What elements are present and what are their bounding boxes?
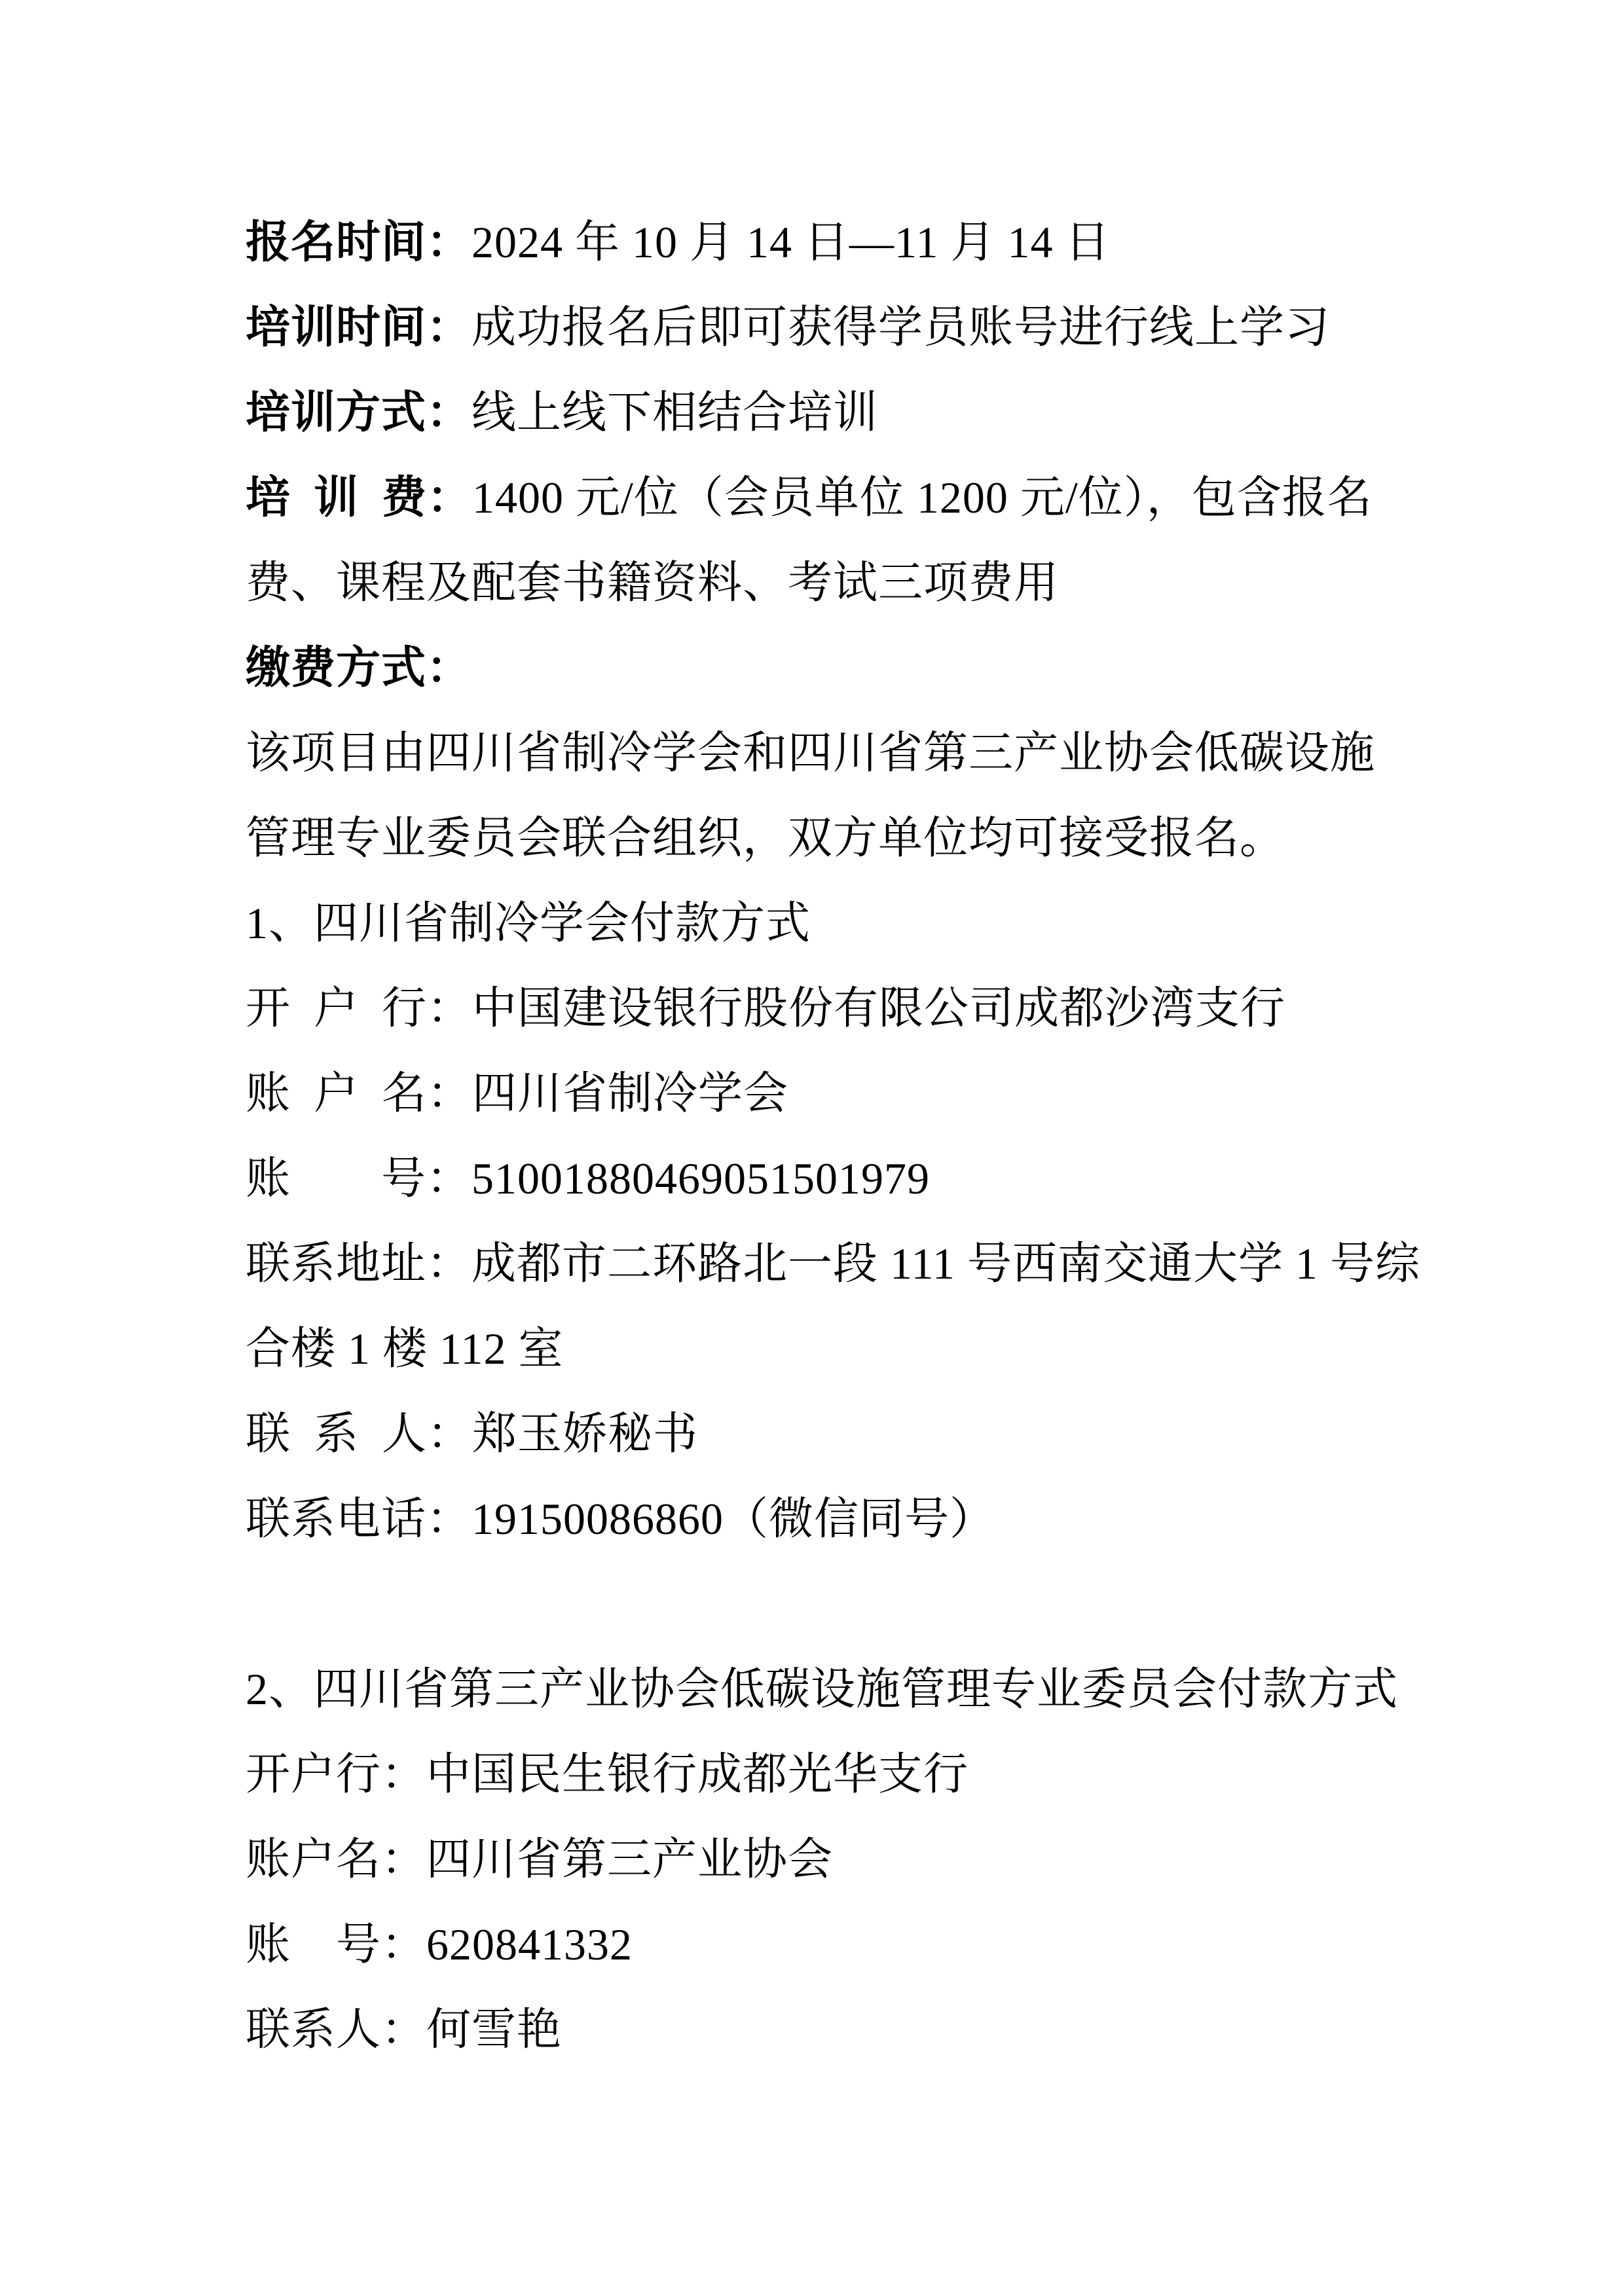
line-section1-address-continued (246, 1306, 1385, 1391)
line-section2-bank (246, 1732, 1385, 1817)
line-organizers (246, 710, 1385, 795)
line-section1-contact-person (246, 1391, 1385, 1476)
line-training-time (246, 285, 1385, 370)
line-section1-bank (246, 966, 1385, 1051)
line-organizers-continued (246, 795, 1385, 881)
line-section1-account-number (246, 1136, 1385, 1221)
line-section1-address (246, 1221, 1420, 1306)
fee-cont-value: 费、课程及配套书籍资料、考试三项费用 (246, 558, 1060, 608)
line-training-fee-continued (246, 540, 1385, 625)
organizers-cont-value: 管理专业委员会联合组织，双方单位均可接受报名。 (246, 813, 1285, 863)
line-section1-contact-phone (246, 1476, 1385, 1561)
line-section1-heading (246, 881, 1385, 966)
s1-bank-value: 开 户 行：中国建设银行股份有限公司成都沙湾支行 (246, 983, 1286, 1033)
s1-address-value: 联系地址：成都市二环路北一段 111 号西南交通大学 1 号综 (246, 1239, 1420, 1288)
s1-address-cont-value: 合楼 1 楼 112 室 (246, 1324, 564, 1374)
section1-heading-value: 1、四川省制冷学会付款方式 (246, 898, 811, 948)
s1-contact-person-value: 联 系 人：郑玉娇秘书 (246, 1409, 699, 1459)
line-blank (246, 1561, 1385, 1647)
training-fee-label: 培 训 费： (246, 473, 473, 522)
line-registration-time (246, 200, 1385, 285)
s2-account-name-value: 账户名：四川省第三产业协会 (246, 1834, 834, 1884)
training-method-value: 线上线下相结合培训 (471, 388, 879, 437)
registration-time-value: 2024 年 10 月 14 日—11 月 14 日 (471, 217, 1111, 267)
s1-account-number-value: 账 号：51001880469051501979 (246, 1154, 931, 1203)
line-training-fee (246, 455, 1385, 540)
training-method-label: 培训方式： (246, 388, 472, 437)
line-section2-heading (246, 1647, 1399, 1732)
s1-account-name-value: 账 户 名：四川省制冷学会 (246, 1068, 789, 1118)
line-section2-account-name (246, 1817, 1385, 1902)
section2-heading-value: 2、四川省第三产业协会低碳设施管理专业委员会付款方式 (246, 1664, 1399, 1714)
line-section1-account-name (246, 1051, 1385, 1136)
training-time-label: 培训时间： (246, 302, 472, 352)
s2-account-number-value: 账 号：620841332 (246, 1920, 633, 1969)
line-payment-method-heading (246, 625, 1385, 710)
organizers-value: 该项目由四川省制冷学会和四川省第三产业协会低碳设施 (246, 728, 1376, 778)
document-page (246, 200, 1420, 2072)
registration-time-label: 报名时间： (246, 217, 472, 267)
line-training-method (246, 370, 1385, 455)
line-section2-contact-person (246, 1987, 1385, 2072)
s2-contact-person-value: 联系人：何雪艳 (246, 2005, 563, 2054)
training-fee-value: 1400 元/位（会员单位 1200 元/位），包含报名 (472, 473, 1373, 522)
s1-contact-phone-value: 联系电话：19150086860（微信同号） (246, 1494, 995, 1544)
s2-bank-value: 开户行：中国民生银行成都光华支行 (246, 1749, 969, 1799)
payment-method-label: 缴费方式： (246, 643, 472, 693)
line-section2-account-number (246, 1902, 1385, 1987)
training-time-value: 成功报名后即可获得学员账号进行线上学习 (471, 302, 1331, 352)
